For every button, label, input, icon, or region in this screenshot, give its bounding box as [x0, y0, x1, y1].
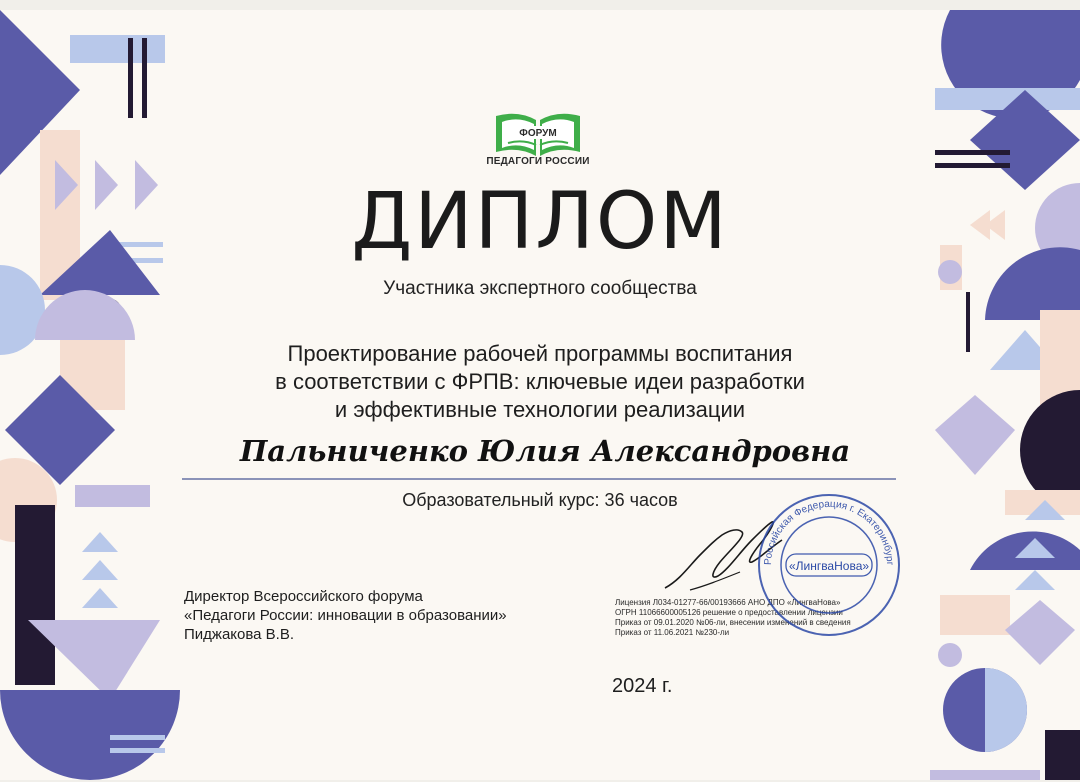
issue-year: 2024 г.: [612, 675, 673, 697]
organization-stamp-icon: [754, 490, 904, 640]
recipient-name: Пальниченко Юлия Александровна: [239, 434, 851, 468]
license-line: Приказ от 09.01.2020 №06-ли, внесении изменений в сведения: [615, 618, 851, 627]
right-geometric-decoration: [930, 10, 1080, 780]
svg-text:Российская Федерация г. Екатер: [763, 499, 895, 566]
diploma-title: ДИПЛОМ: [351, 177, 729, 267]
course-title-line: в соответствии с ФРПВ: ключевые идеи разработки: [275, 369, 805, 394]
diploma-subtitle: Участника экспертного сообщества: [383, 278, 697, 299]
left-geometric-decoration: [0, 10, 190, 780]
course-hours: Образовательный курс: 36 часов: [402, 490, 678, 510]
stamp-center-text: «ЛингваНова»: [788, 559, 870, 573]
director-line: Директор Всероссийского форума: [184, 588, 423, 605]
course-title-line: и эффективные технологии реализации: [334, 397, 746, 422]
director-line: Пиджакова В.В.: [184, 626, 295, 643]
license-line: Лицензия Л034-01277-66/00193666 АНО ДПО «ЛингваНова»: [615, 598, 841, 607]
logo-caption: ПЕДАГОГИ РОССИИ: [486, 156, 590, 167]
name-underline: [182, 478, 896, 480]
license-line: Приказ от 11.06.2021 №230-ли: [615, 628, 730, 637]
stamp-ring-text: Российская Федерация г. Екатеринбург: [762, 498, 896, 566]
director-block: [184, 587, 604, 644]
director-line: «Педагоги России: инновации в образовании»: [184, 607, 507, 624]
course-title-line: Проектирование рабочей программы воспитания: [287, 341, 793, 366]
license-line: ОГРН 1106660000512​6 решение о предоставлении лицензии: [615, 608, 843, 617]
diploma-certificate: [0, 10, 1080, 780]
logo-top-word: ФОРУМ: [519, 128, 557, 139]
course-title: [190, 340, 890, 424]
